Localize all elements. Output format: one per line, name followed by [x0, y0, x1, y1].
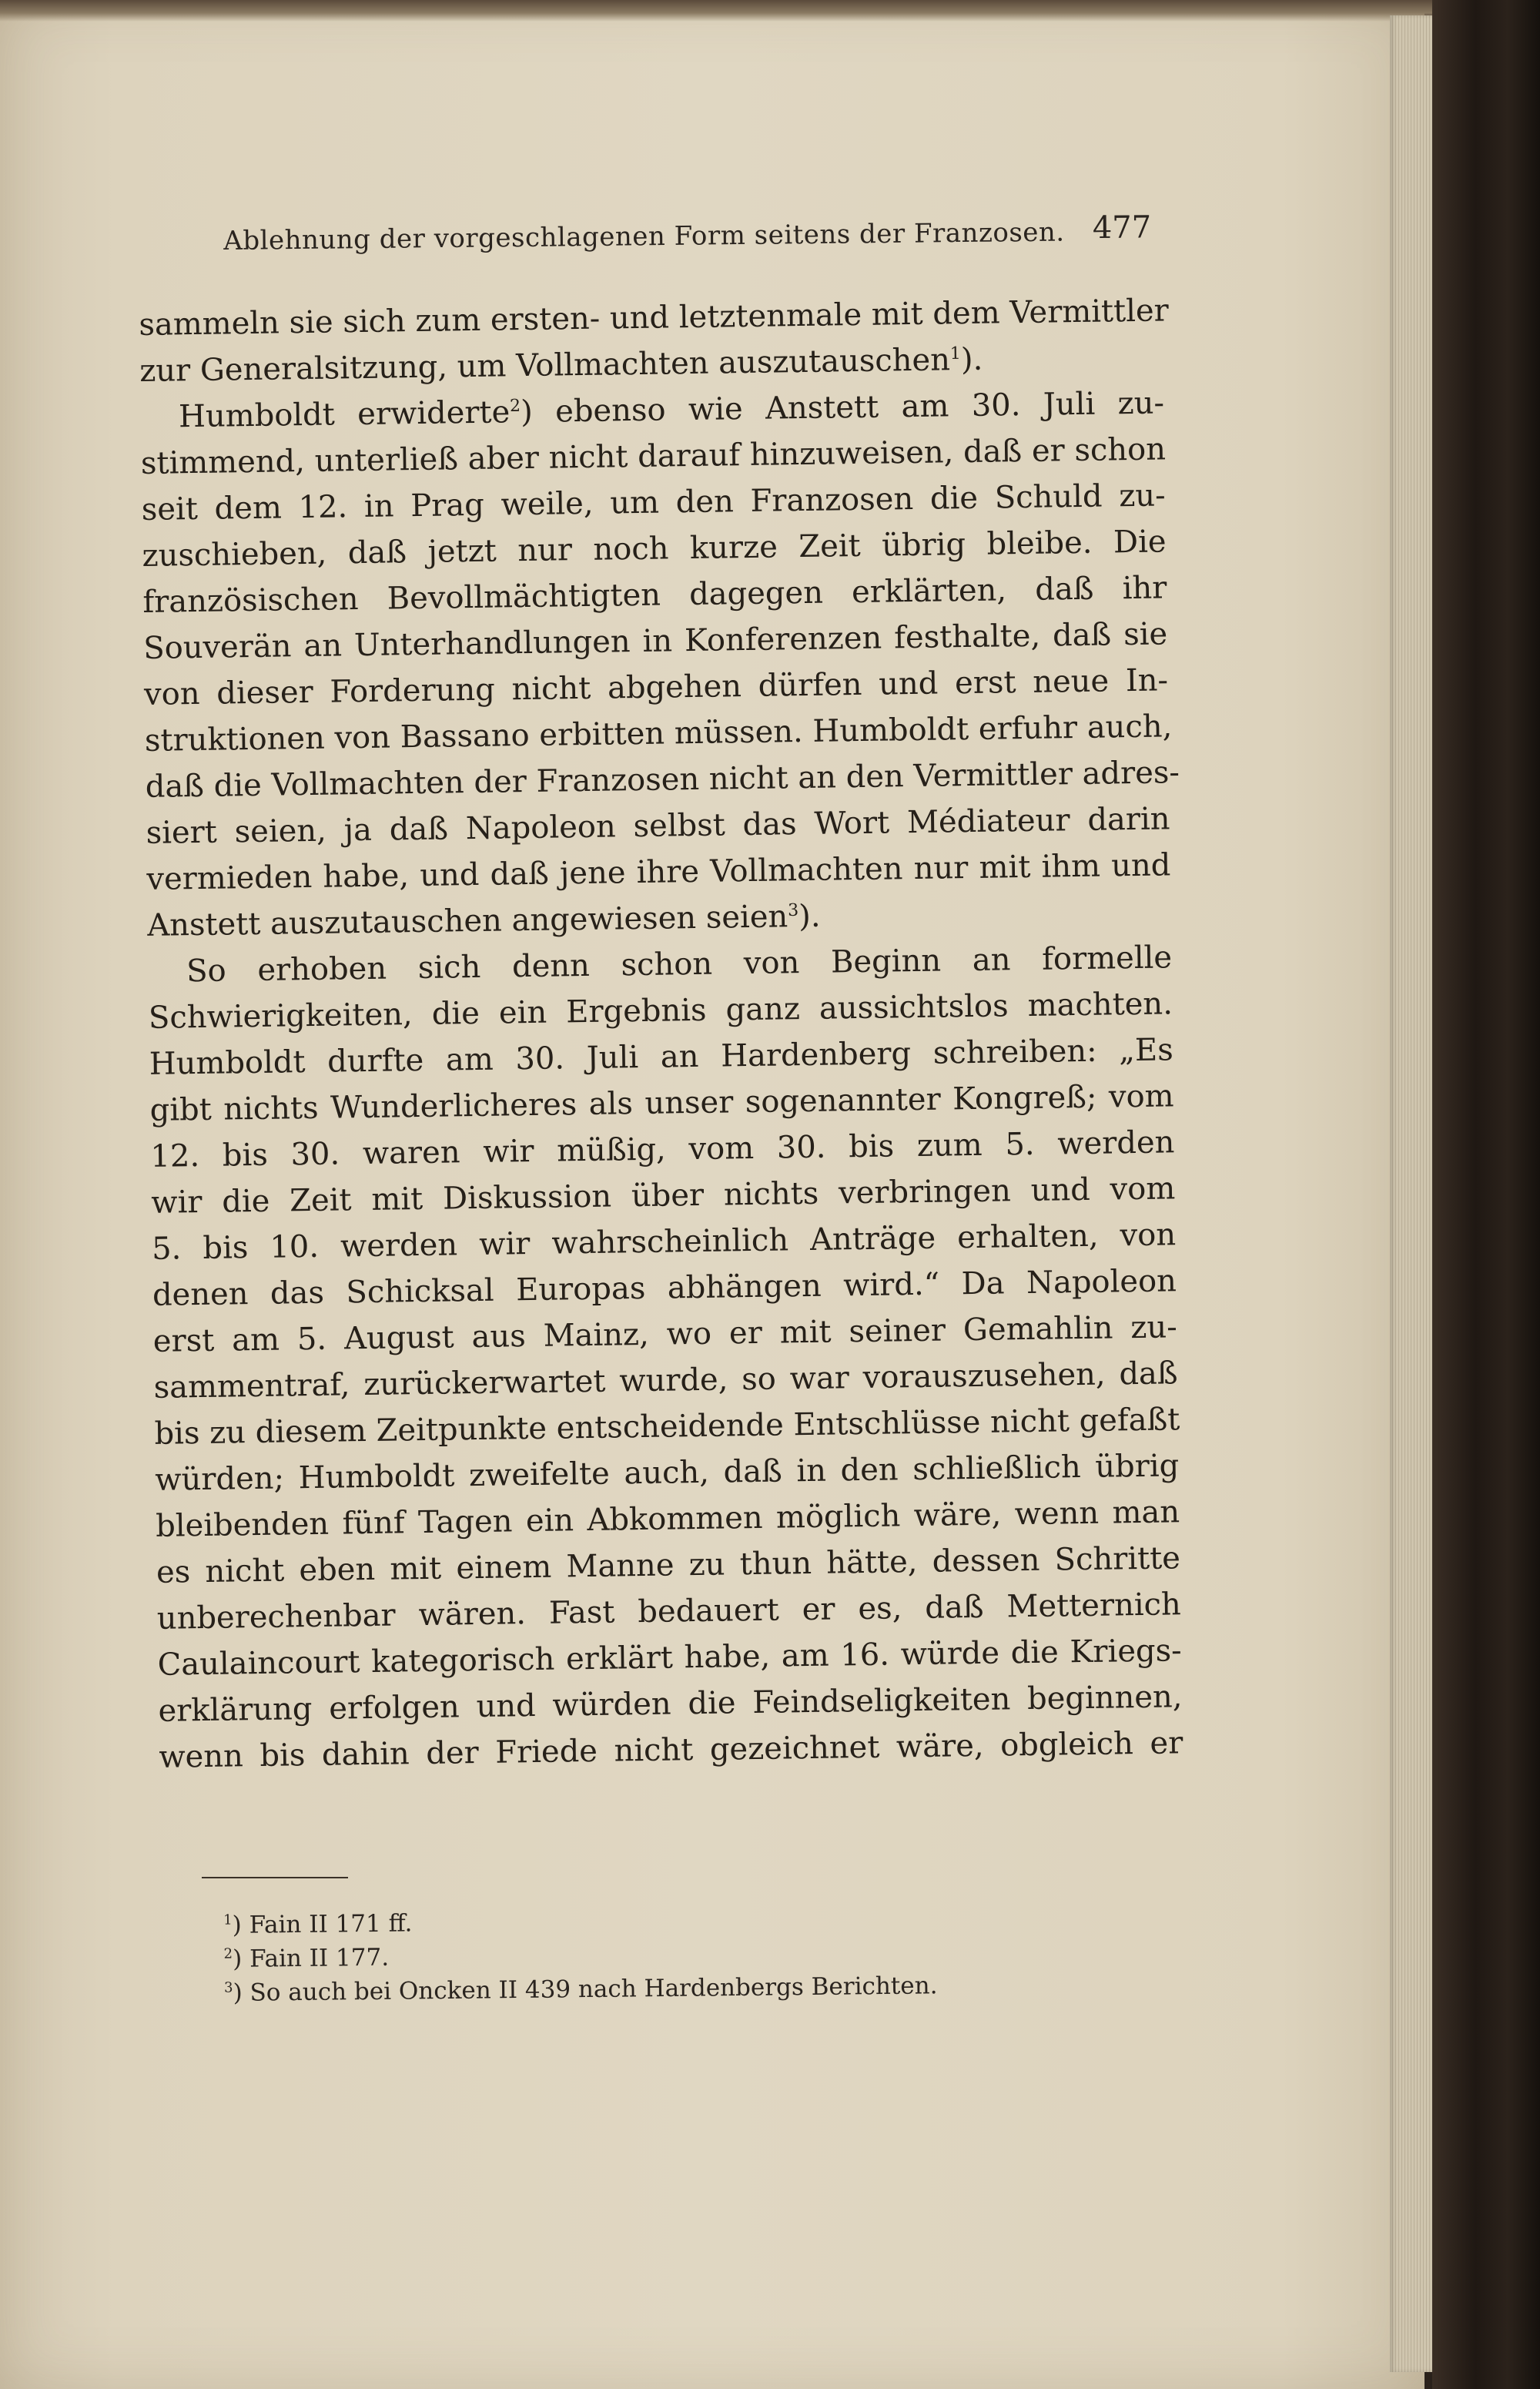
text-line: bis zu diesem Zeitpunkte entscheidende Entschlüsse nicht gefaßt	[154, 1402, 1180, 1452]
footnotes	[223, 1899, 1071, 2010]
book-binding	[1432, 0, 1540, 2389]
footnote-mark: 1	[949, 343, 961, 364]
text-line: daß die Vollmachten der Franzosen nicht an den Vermittler adres-	[145, 755, 1180, 805]
text-line: seit dem 12. in Prag weile, um den Franzosen die Schuld zu-	[141, 477, 1166, 528]
text-line: erst am 5. August aus Mainz, wo er mit seiner Gemahlin zu-	[152, 1309, 1178, 1359]
running-head-title: Ablehnung der vorgeschlagenen Form seitens der Franzosen.	[223, 216, 1065, 256]
page-top-edge	[0, 0, 1432, 22]
text-line: wenn bis dahin der Friede nicht gezeichnet wäre, obgleich er	[159, 1725, 1183, 1775]
text-line: erklärung erfolgen und würden die Feindseligkeiten beginnen,	[158, 1679, 1183, 1729]
text-line: So erhoben sich denn schon von Beginn an formelle	[186, 940, 1173, 990]
text-line: Caulaincourt kategorisch erklärt habe, am 16. würde die Kriegs-	[157, 1633, 1182, 1683]
footnote-divider	[202, 1877, 348, 1878]
text-line: Humboldt durfte am 30. Juli an Hardenberg schreiben: „Es	[149, 1032, 1174, 1082]
text-line: gibt nichts Wunderlicheres als unser sogenannter Kongreß; vom	[149, 1078, 1174, 1128]
footnote-mark: 2	[509, 396, 521, 416]
text-line: struktionen von Bassano erbitten müssen. Humboldt erfuhr auch,	[144, 709, 1173, 759]
text-line: sammentraf, zurückerwartet wurde, so war vorauszusehen, daß	[153, 1355, 1178, 1406]
text-line: Souverän an Unterhandlungen in Konferenzen festhalte, daß sie	[142, 616, 1168, 666]
text-line: französischen Bevollmächtigten dagegen erklärten, daß ihr	[142, 570, 1167, 620]
text-line: wir die Zeit mit Diskussion über nichts verbringen und vom	[151, 1171, 1176, 1221]
running-head	[223, 209, 1152, 266]
footnote-mark: 3	[787, 900, 799, 920]
text-line: von dieser Forderung nicht abgehen dürfen und erst neue In-	[143, 662, 1169, 712]
text-line: 5. bis 10. werden wir wahrscheinlich Anträge erhalten, von	[151, 1217, 1177, 1267]
text-line: Humboldt erwiderte$^2$) ebenso wie Anstett am 30. Juli zu-	[178, 385, 1165, 435]
body-text	[139, 287, 1183, 1780]
text-line: 12. bis 30. waren wir müßig, vom 30. bis zum 5. werden	[150, 1124, 1175, 1174]
text-line: Anstett auszutauschen angewiesen seien$^3$).	[146, 898, 821, 943]
text-line: es nicht eben mit einem Manne zu thun hätte, dessen Schritte	[156, 1540, 1181, 1590]
text-line: sammeln sie sich zum ersten- und letztenmale mit dem Vermittler	[139, 293, 1170, 343]
page-edges	[1390, 15, 1436, 2372]
text-line: vermieden habe, und daß jene ihre Vollmachten nur mit ihm und	[146, 847, 1171, 897]
text-line: würden; Humboldt zweifelte auch, daß in den schließlich übrig	[155, 1448, 1180, 1498]
text-line: zuschieben, daß jetzt nur noch kurze Zeit übrig bleibe. Die	[142, 524, 1167, 574]
footnote: $^3$) So auch bei Oncken II 439 nach Hardenbergs Berichten.	[223, 1972, 938, 2007]
text-line: denen das Schicksal Europas abhängen wird.“ Da Napoleon	[152, 1263, 1177, 1313]
text-line: siert seien, ja daß Napoleon selbst das Wort Médiateur darin	[146, 801, 1170, 851]
footnote: $^1$) Fain II 171 ff.	[223, 1909, 413, 1939]
page-number: 477	[1092, 209, 1152, 246]
text-line: stimmend, unterließ aber nicht darauf hinzuweisen, daß er schon	[140, 431, 1167, 481]
footnote: $^2$) Fain II 177.	[223, 1943, 390, 1973]
text-line: unberechenbar wären. Fast bedauert er es, daß Metternich	[156, 1587, 1182, 1637]
text-line: bleibenden fünf Tagen ein Abkommen möglich wäre, wenn man	[155, 1494, 1180, 1544]
text-line: zur Generalsitzung, um Vollmachten auszutauschen$^1$).	[139, 341, 983, 389]
text-line: Schwierigkeiten, die ein Ergebnis ganz aussichtslos machten.	[148, 986, 1173, 1036]
